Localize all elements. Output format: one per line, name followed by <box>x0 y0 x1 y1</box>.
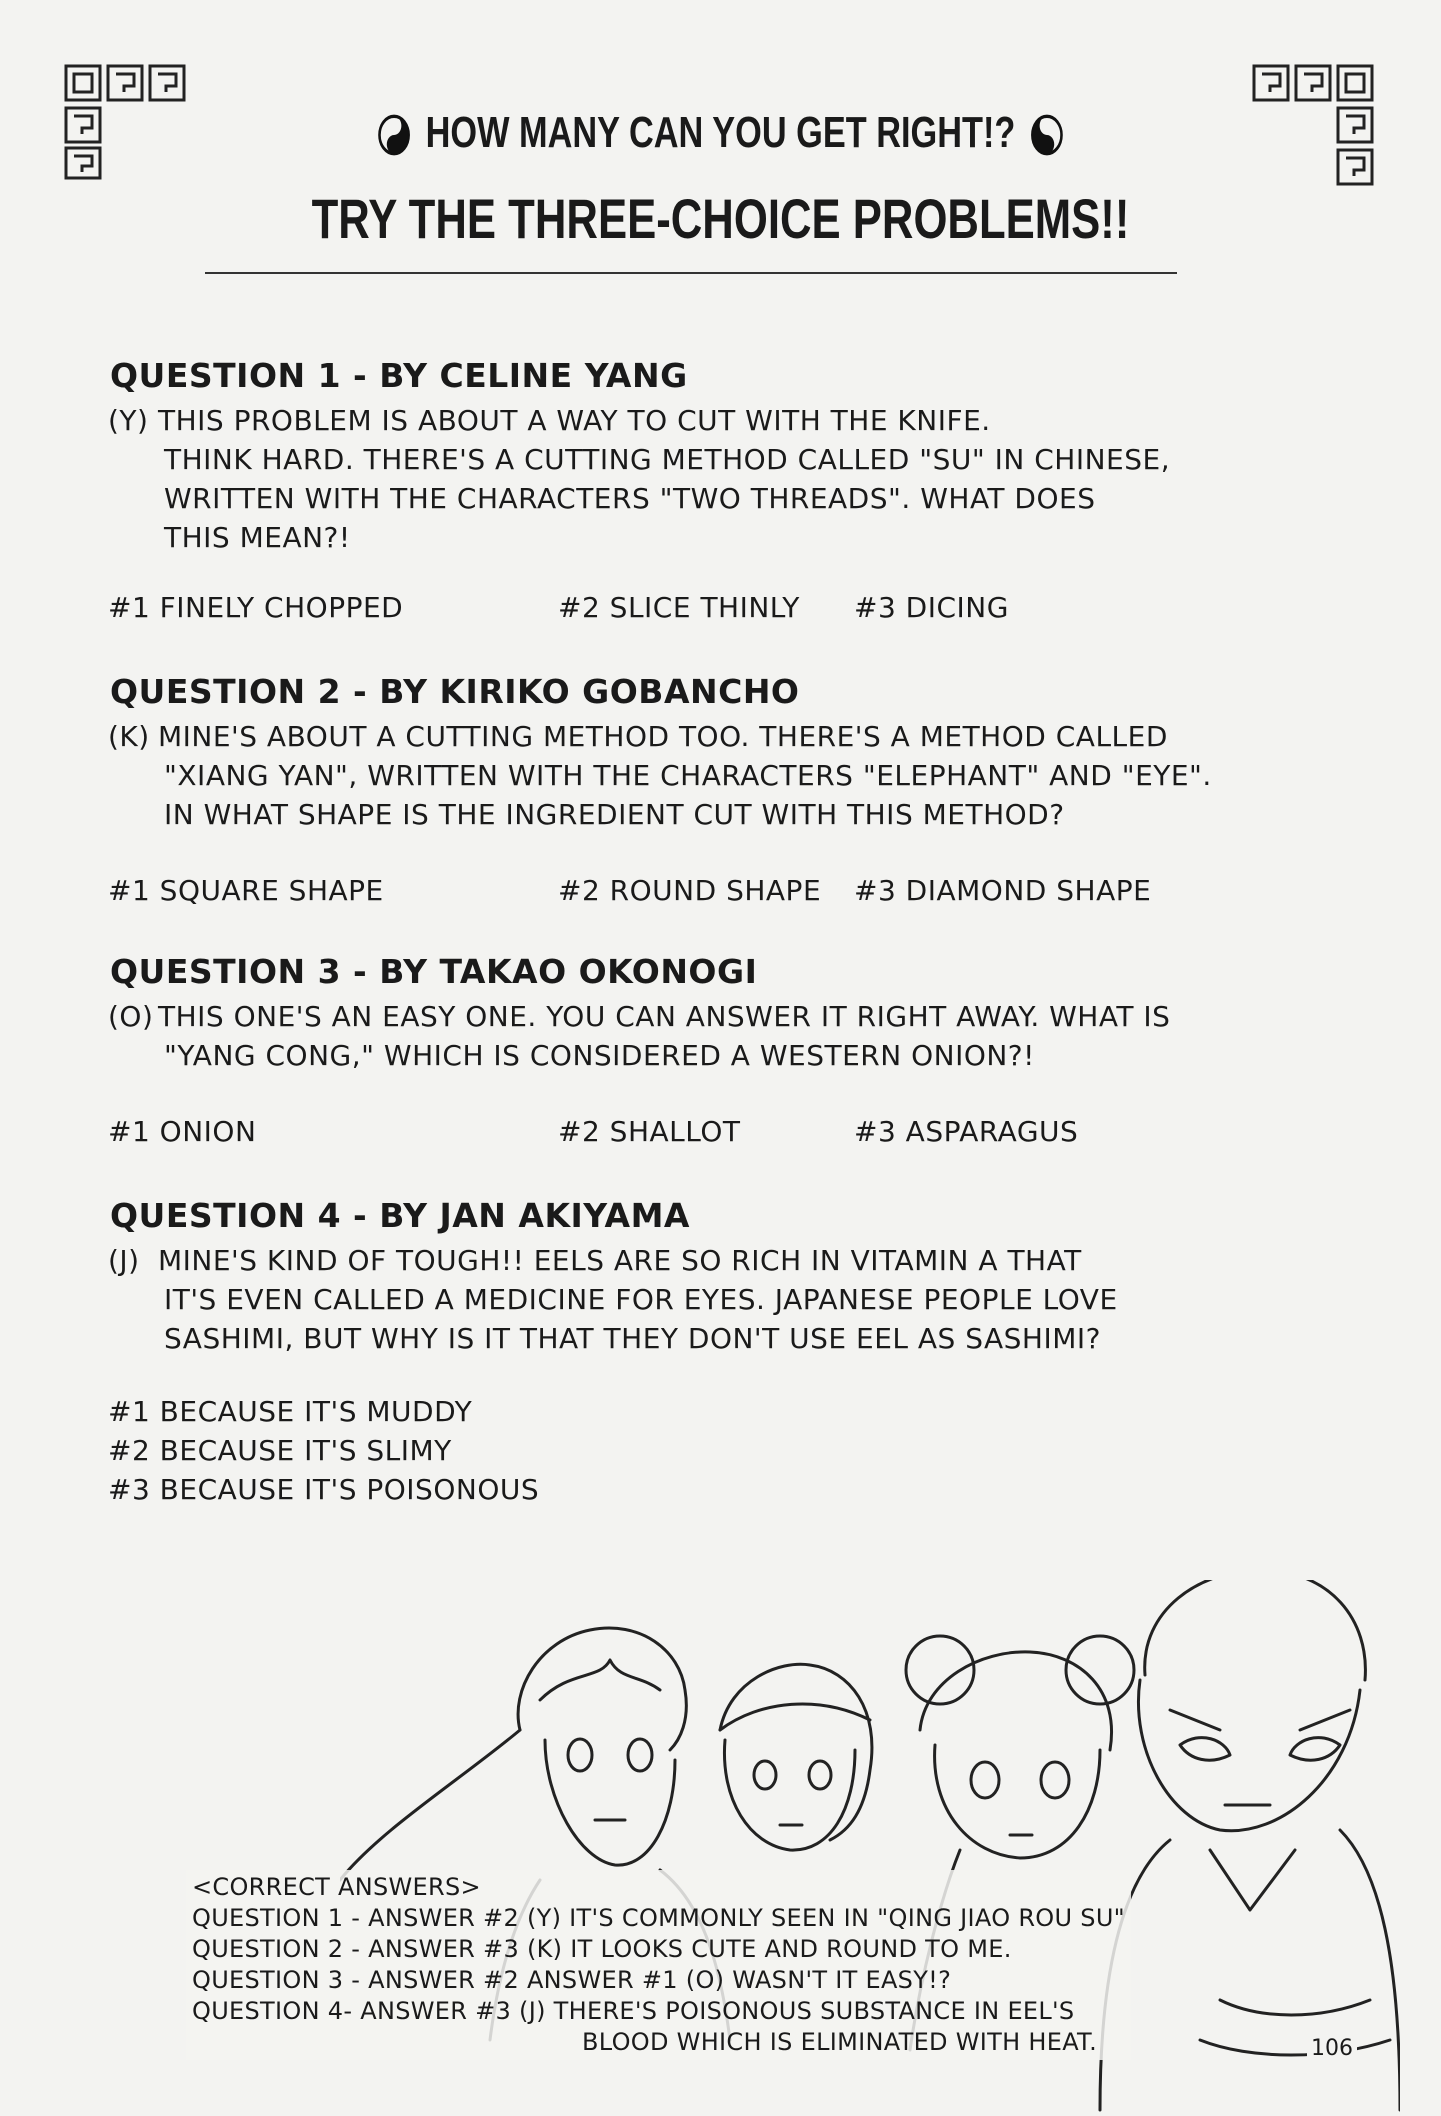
answer-line: QUESTION 1 - ANSWER #2 (Y) IT'S COMMONLY SEEN IN "QING JIAO ROU SU" <box>192 1904 1126 1932</box>
question-line: WRITTEN WITH THE CHARACTERS "TWO THREADS". WHAT DOES <box>164 482 1096 515</box>
speaker-tag: (K) <box>108 720 150 753</box>
correct-answers <box>186 1870 1131 2060</box>
choice-3: #3 DICING <box>854 591 1009 624</box>
choice-2: #2 ROUND SHAPE <box>558 874 822 907</box>
question-title: QUESTION 1 - BY CELINE YANG <box>110 356 688 395</box>
yin-yang-icon <box>1029 113 1063 157</box>
question-text <box>108 717 1248 834</box>
choice-list <box>108 1392 1248 1509</box>
page-number: 106 <box>1307 2036 1357 2061</box>
question-text <box>108 997 1248 1075</box>
choice-row <box>108 874 1248 914</box>
question-line: THIS MEAN?! <box>164 521 351 554</box>
question-line: "XIANG YAN", WRITTEN WITH THE CHARACTERS "ELEPHANT" AND "EYE". <box>164 759 1212 792</box>
question-line: THIS PROBLEM IS ABOUT A WAY TO CUT WITH THE KNIFE. <box>158 404 991 437</box>
question-line: MINE'S KIND OF TOUGH!! EELS ARE SO RICH IN VITAMIN A THAT <box>158 1244 1082 1277</box>
choice-3: #3 BECAUSE IT'S POISONOUS <box>108 1473 540 1506</box>
header-divider <box>205 272 1177 274</box>
yin-yang-icon <box>377 113 411 157</box>
choice-1: #1 BECAUSE IT'S MUDDY <box>108 1395 473 1428</box>
fret-corner-right-ornament <box>1250 62 1380 192</box>
speaker-tag: (Y) <box>108 404 149 437</box>
question-line: IT'S EVEN CALLED A MEDICINE FOR EYES. JAPANESE PEOPLE LOVE <box>164 1283 1118 1316</box>
question-block-3 <box>108 952 1248 1155</box>
speaker-tag: (J) <box>108 1244 140 1277</box>
question-title: QUESTION 3 - BY TAKAO OKONOGI <box>110 952 758 991</box>
header-line-1 <box>205 108 1235 158</box>
question-title: QUESTION 2 - BY KIRIKO GOBANCHO <box>110 672 800 711</box>
choice-2: #2 SHALLOT <box>558 1115 741 1148</box>
question-line: SASHIMI, BUT WHY IS IT THAT THEY DON'T USE EEL AS SASHIMI? <box>164 1322 1102 1355</box>
question-block-2 <box>108 672 1248 914</box>
question-line: IN WHAT SHAPE IS THE INGREDIENT CUT WITH THIS METHOD? <box>164 798 1065 831</box>
question-line: "YANG CONG," WHICH IS CONSIDERED A WESTERN ONION?! <box>164 1039 1035 1072</box>
answer-line: BLOOD WHICH IS ELIMINATED WITH HEAT. <box>582 2028 1098 2056</box>
answer-line: QUESTION 4- ANSWER #3 (J) THERE'S POISONOUS SUBSTANCE IN EEL'S <box>192 1997 1075 2025</box>
question-line: MINE'S ABOUT A CUTTING METHOD TOO. THERE'S A METHOD CALLED <box>158 720 1168 753</box>
choice-row <box>108 591 1248 631</box>
question-text <box>108 1241 1248 1358</box>
choice-1: #1 FINELY CHOPPED <box>108 591 404 624</box>
answer-line: QUESTION 2 - ANSWER #3 (K) IT LOOKS CUTE AND ROUND TO ME. <box>192 1935 1012 1963</box>
speaker-tag: (O) <box>108 1000 154 1033</box>
choice-1: #1 ONION <box>108 1115 257 1148</box>
question-line: THINK HARD. THERE'S A CUTTING METHOD CALLED "SU" IN CHINESE, <box>164 443 1171 476</box>
question-block-4 <box>108 1196 1248 1509</box>
question-text <box>108 401 1248 557</box>
answer-line: QUESTION 3 - ANSWER #2 ANSWER #1 (O) WASN'T IT EASY!? <box>192 1966 952 1994</box>
choice-3: #3 DIAMOND SHAPE <box>854 874 1152 907</box>
fret-corner-left-ornament <box>62 62 192 182</box>
question-block-1 <box>108 356 1248 631</box>
question-title: QUESTION 4 - BY JAN AKIYAMA <box>110 1196 690 1235</box>
choice-1: #1 SQUARE SHAPE <box>108 874 384 907</box>
answers-heading: <CORRECT ANSWERS> <box>192 1873 481 1901</box>
choice-2: #2 BECAUSE IT'S SLIMY <box>108 1434 452 1467</box>
header-title-1: HOW MANY CAN YOU GET RIGHT!? <box>425 108 1016 157</box>
choice-3: #3 ASPARAGUS <box>854 1115 1079 1148</box>
header-title-2: TRY THE THREE-CHOICE PROBLEMS!! <box>311 187 1130 250</box>
choice-2: #2 SLICE THINLY <box>558 591 800 624</box>
question-line: THIS ONE'S AN EASY ONE. YOU CAN ANSWER IT RIGHT AWAY. WHAT IS <box>158 1000 1171 1033</box>
choice-row <box>108 1115 1248 1155</box>
